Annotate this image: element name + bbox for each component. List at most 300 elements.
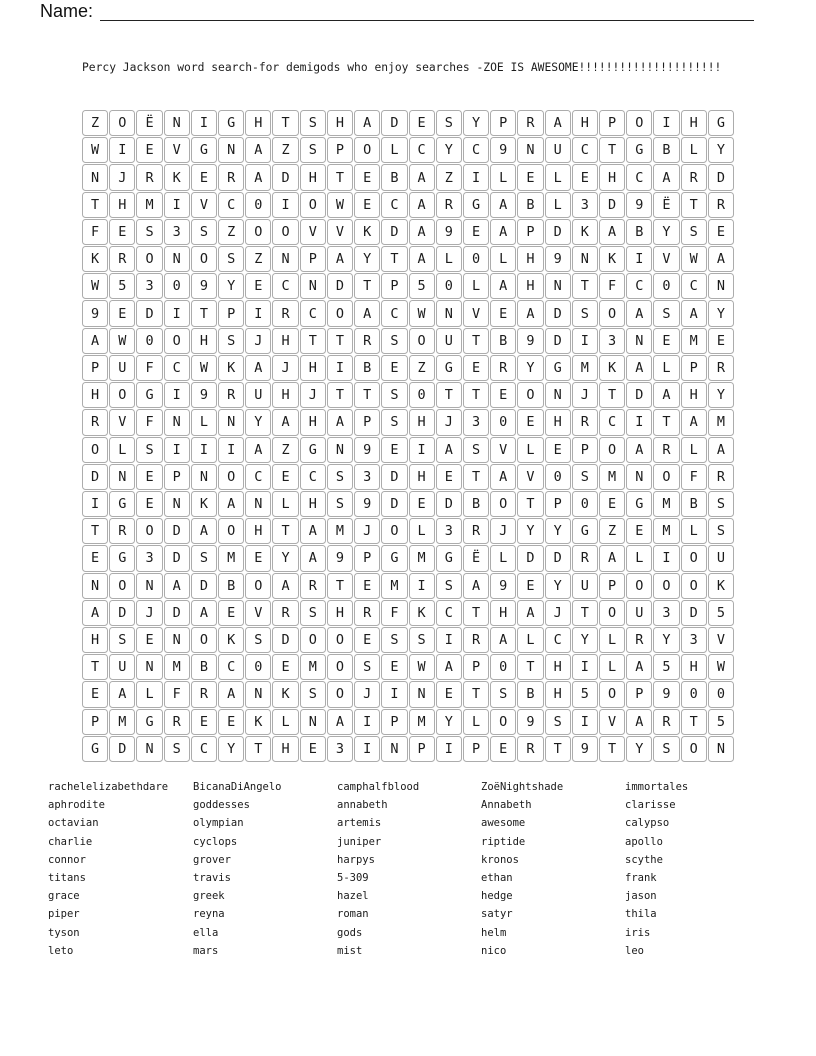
grid-cell: P	[82, 709, 108, 735]
grid-cell: H	[245, 518, 271, 544]
grid-cell: E	[272, 654, 298, 680]
grid-cell: C	[245, 464, 271, 490]
grid-cell: E	[136, 464, 162, 490]
word-list-item: charlie	[48, 835, 93, 848]
grid-cell: I	[354, 736, 380, 762]
grid-cell: F	[381, 600, 407, 626]
word-list-item: apollo	[625, 835, 663, 848]
word-list-item: leto	[48, 944, 74, 957]
grid-cell: U	[109, 355, 135, 381]
grid-cell: O	[218, 464, 244, 490]
grid-cell: T	[436, 382, 462, 408]
word-list-item: artemis	[337, 817, 382, 830]
grid-cell: O	[681, 545, 707, 571]
grid-cell: G	[109, 545, 135, 571]
grid-cell: P	[218, 300, 244, 326]
grid-cell: N	[136, 573, 162, 599]
grid-cell: J	[354, 681, 380, 707]
grid-cell: R	[354, 328, 380, 354]
grid-cell: C	[681, 273, 707, 299]
grid-cell: A	[681, 409, 707, 435]
name-row	[40, 1, 754, 21]
grid-cell: A	[245, 137, 271, 163]
grid-cell: L	[272, 491, 298, 517]
grid-cell: H	[599, 164, 625, 190]
word-list-item: harpys	[337, 853, 375, 866]
grid-cell: P	[572, 437, 598, 463]
word-list-item: ella	[193, 926, 219, 939]
grid-cell: O	[82, 437, 108, 463]
word-list-item: mist	[337, 944, 363, 957]
grid-cell: A	[708, 246, 734, 272]
grid-cell: A	[517, 300, 543, 326]
grid-cell: S	[490, 681, 516, 707]
grid-cell: 5	[409, 273, 435, 299]
grid-cell: W	[409, 300, 435, 326]
grid-cell: D	[517, 545, 543, 571]
grid-cell: S	[653, 300, 679, 326]
grid-cell: O	[517, 382, 543, 408]
grid-cell: J	[436, 409, 462, 435]
grid-cell: 0	[708, 681, 734, 707]
grid-cell: T	[599, 736, 625, 762]
grid-cell: L	[272, 709, 298, 735]
grid-cell: R	[191, 681, 217, 707]
grid-cell: S	[164, 736, 190, 762]
grid-cell: L	[490, 545, 516, 571]
grid-cell: H	[327, 600, 353, 626]
grid-cell: E	[572, 164, 598, 190]
word-list-item: annabeth	[337, 799, 388, 812]
grid-cell: H	[82, 382, 108, 408]
grid-cell: T	[681, 709, 707, 735]
grid-cell: N	[626, 328, 652, 354]
grid-cell: R	[708, 464, 734, 490]
grid-cell: V	[327, 219, 353, 245]
grid-cell: C	[272, 273, 298, 299]
word-list-item: riptide	[481, 835, 526, 848]
grid-cell: Y	[218, 273, 244, 299]
grid-cell: E	[490, 300, 516, 326]
grid-cell: 9	[191, 382, 217, 408]
word-list-item: connor	[48, 853, 86, 866]
grid-cell: H	[300, 164, 326, 190]
grid-cell: Y	[708, 300, 734, 326]
grid-cell: J	[490, 518, 516, 544]
grid-cell: J	[109, 164, 135, 190]
grid-cell: A	[354, 110, 380, 136]
grid-cell: L	[490, 164, 516, 190]
grid-cell: 3	[599, 328, 625, 354]
grid-cell: E	[463, 355, 489, 381]
grid-cell: V	[490, 437, 516, 463]
grid-cell: S	[218, 246, 244, 272]
grid-cell: M	[681, 328, 707, 354]
grid-cell: R	[436, 192, 462, 218]
grid-cell: T	[82, 654, 108, 680]
grid-cell: S	[381, 627, 407, 653]
grid-cell: V	[463, 300, 489, 326]
grid-cell: M	[327, 518, 353, 544]
grid-cell: P	[82, 355, 108, 381]
grid-cell: A	[653, 164, 679, 190]
grid-cell: A	[681, 300, 707, 326]
grid-cell: 0	[164, 273, 190, 299]
grid-cell: 0	[245, 192, 271, 218]
name-label: Name:	[40, 1, 94, 21]
grid-cell: B	[218, 573, 244, 599]
grid-cell: R	[354, 600, 380, 626]
grid-cell: G	[436, 545, 462, 571]
grid-cell: R	[681, 164, 707, 190]
grid-cell: O	[599, 600, 625, 626]
grid-cell: Y	[218, 736, 244, 762]
grid-cell: E	[381, 355, 407, 381]
grid-cell: 3	[354, 464, 380, 490]
grid-cell: E	[626, 518, 652, 544]
grid-cell: N	[708, 273, 734, 299]
grid-cell: E	[708, 219, 734, 245]
grid-cell: I	[653, 110, 679, 136]
grid-cell: S	[327, 464, 353, 490]
grid-cell: S	[463, 437, 489, 463]
grid-cell: C	[381, 300, 407, 326]
grid-cell: T	[327, 164, 353, 190]
grid-cell: E	[436, 464, 462, 490]
page-title: Percy Jackson word search-for demigods who enjoy searches -ZOE IS AWESOME!!!!!!!!!!!!!!!!!!!!!	[82, 61, 722, 74]
grid-cell: 9	[82, 300, 108, 326]
grid-cell: L	[545, 192, 571, 218]
grid-cell: T	[599, 137, 625, 163]
grid-cell: H	[109, 192, 135, 218]
grid-cell: I	[653, 545, 679, 571]
grid-cell: R	[463, 518, 489, 544]
word-list-item: thila	[625, 908, 657, 921]
word-list-item: gods	[337, 926, 363, 939]
grid-cell: T	[463, 328, 489, 354]
grid-cell: R	[572, 545, 598, 571]
grid-cell: Z	[218, 219, 244, 245]
grid-cell: V	[599, 709, 625, 735]
grid-cell: T	[191, 300, 217, 326]
grid-cell: L	[626, 545, 652, 571]
grid-cell: L	[136, 681, 162, 707]
grid-cell: Y	[272, 545, 298, 571]
grid-cell: N	[381, 736, 407, 762]
grid-cell: 3	[463, 409, 489, 435]
grid-cell: A	[409, 246, 435, 272]
grid-cell: I	[436, 736, 462, 762]
grid-cell: D	[545, 219, 571, 245]
grid-cell: 0	[653, 273, 679, 299]
grid-cell: E	[218, 600, 244, 626]
grid-cell: Ë	[463, 545, 489, 571]
grid-cell: L	[517, 437, 543, 463]
grid-cell: J	[300, 382, 326, 408]
grid-cell: A	[272, 409, 298, 435]
name-fill-line	[100, 4, 754, 21]
grid-cell: H	[545, 409, 571, 435]
grid-cell: 9	[653, 681, 679, 707]
grid-cell: O	[653, 464, 679, 490]
grid-cell: P	[490, 110, 516, 136]
grid-cell: O	[681, 573, 707, 599]
grid-cell: 9	[545, 246, 571, 272]
grid-cell: I	[572, 328, 598, 354]
grid-cell: K	[599, 355, 625, 381]
grid-cell: A	[626, 355, 652, 381]
grid-cell: B	[490, 328, 516, 354]
grid-cell: O	[136, 518, 162, 544]
word-list-column	[48, 778, 193, 960]
grid-cell: A	[436, 437, 462, 463]
grid-cell: 0	[545, 464, 571, 490]
grid-cell: Y	[517, 518, 543, 544]
grid-cell: A	[191, 600, 217, 626]
word-list-item: BicanaDiAngelo	[193, 781, 282, 793]
grid-cell: D	[109, 600, 135, 626]
grid-cell: U	[708, 545, 734, 571]
grid-cell: 0	[409, 382, 435, 408]
grid-cell: L	[545, 164, 571, 190]
grid-cell: M	[409, 709, 435, 735]
grid-cell: 9	[436, 219, 462, 245]
grid-cell: R	[82, 409, 108, 435]
word-search-grid	[82, 110, 734, 762]
grid-cell: W	[82, 137, 108, 163]
grid-cell: V	[517, 464, 543, 490]
grid-cell: N	[164, 627, 190, 653]
grid-cell: 9	[490, 137, 516, 163]
grid-cell: D	[381, 110, 407, 136]
grid-cell: E	[218, 709, 244, 735]
grid-cell: O	[599, 681, 625, 707]
grid-cell: U	[436, 328, 462, 354]
word-list-item: piper	[48, 908, 80, 921]
grid-cell: S	[681, 219, 707, 245]
grid-cell: H	[245, 110, 271, 136]
grid-cell: I	[381, 681, 407, 707]
grid-cell: D	[381, 464, 407, 490]
grid-cell: R	[653, 437, 679, 463]
grid-cell: M	[164, 654, 190, 680]
grid-cell: R	[164, 709, 190, 735]
grid-cell: 0	[572, 491, 598, 517]
grid-cell: O	[272, 219, 298, 245]
grid-cell: K	[245, 709, 271, 735]
grid-cell: 5	[109, 273, 135, 299]
grid-cell: A	[436, 654, 462, 680]
grid-cell: D	[626, 382, 652, 408]
grid-cell: O	[109, 382, 135, 408]
grid-cell: M	[136, 192, 162, 218]
grid-cell: H	[300, 409, 326, 435]
word-list-item: hedge	[481, 890, 513, 903]
grid-cell: T	[572, 600, 598, 626]
grid-cell: V	[245, 600, 271, 626]
grid-cell: 9	[517, 709, 543, 735]
grid-cell: D	[708, 164, 734, 190]
grid-cell: R	[490, 355, 516, 381]
grid-cell: S	[300, 110, 326, 136]
grid-cell: H	[300, 355, 326, 381]
grid-cell: C	[191, 736, 217, 762]
grid-cell: R	[626, 627, 652, 653]
grid-cell: Y	[653, 627, 679, 653]
grid-cell: O	[626, 573, 652, 599]
grid-cell: H	[272, 382, 298, 408]
grid-cell: R	[109, 518, 135, 544]
grid-cell: R	[272, 600, 298, 626]
grid-cell: T	[545, 736, 571, 762]
grid-cell: T	[327, 573, 353, 599]
grid-cell: 9	[517, 328, 543, 354]
word-list-item: juniper	[337, 835, 382, 848]
grid-cell: L	[681, 518, 707, 544]
grid-cell: M	[300, 654, 326, 680]
grid-cell: L	[191, 409, 217, 435]
grid-cell: A	[653, 382, 679, 408]
grid-cell: R	[463, 627, 489, 653]
grid-cell: 9	[626, 192, 652, 218]
grid-cell: S	[191, 545, 217, 571]
grid-cell: N	[218, 137, 244, 163]
grid-cell: P	[381, 273, 407, 299]
grid-cell: W	[409, 654, 435, 680]
grid-cell: Z	[272, 437, 298, 463]
grid-cell: A	[599, 219, 625, 245]
grid-cell: R	[517, 736, 543, 762]
grid-cell: H	[545, 654, 571, 680]
grid-cell: N	[409, 681, 435, 707]
word-list-item: rachelelizabethdare	[48, 781, 169, 793]
grid-cell: E	[409, 491, 435, 517]
word-list-item: aphrodite	[48, 799, 105, 812]
grid-cell: P	[354, 545, 380, 571]
grid-cell: F	[136, 409, 162, 435]
grid-cell: C	[463, 137, 489, 163]
grid-cell: M	[708, 409, 734, 435]
grid-cell: R	[218, 382, 244, 408]
grid-cell: E	[245, 545, 271, 571]
grid-cell: R	[653, 709, 679, 735]
grid-cell: J	[272, 355, 298, 381]
grid-cell: E	[463, 219, 489, 245]
grid-cell: V	[708, 627, 734, 653]
grid-cell: D	[436, 491, 462, 517]
grid-cell: E	[136, 627, 162, 653]
grid-cell: W	[109, 328, 135, 354]
grid-cell: O	[681, 736, 707, 762]
grid-cell: K	[354, 219, 380, 245]
grid-cell: A	[517, 600, 543, 626]
word-list-column	[481, 778, 625, 960]
grid-cell: S	[300, 600, 326, 626]
grid-cell: E	[708, 328, 734, 354]
grid-cell: P	[599, 573, 625, 599]
grid-cell: S	[708, 491, 734, 517]
grid-cell: Z	[245, 246, 271, 272]
grid-cell: W	[327, 192, 353, 218]
grid-cell: N	[708, 736, 734, 762]
grid-cell: Y	[517, 355, 543, 381]
grid-cell: K	[599, 246, 625, 272]
grid-cell: 9	[490, 573, 516, 599]
grid-cell: V	[300, 219, 326, 245]
grid-cell: L	[436, 246, 462, 272]
grid-cell: Y	[436, 709, 462, 735]
grid-cell: 5	[708, 709, 734, 735]
grid-cell: E	[191, 709, 217, 735]
grid-cell: W	[681, 246, 707, 272]
grid-cell: P	[463, 654, 489, 680]
word-list-item: reyna	[193, 908, 225, 921]
grid-cell: E	[517, 164, 543, 190]
grid-cell: G	[300, 437, 326, 463]
grid-cell: S	[300, 681, 326, 707]
grid-cell: Ë	[653, 192, 679, 218]
grid-cell: I	[409, 573, 435, 599]
grid-cell: D	[381, 219, 407, 245]
grid-cell: N	[109, 464, 135, 490]
grid-cell: E	[82, 545, 108, 571]
grid-cell: I	[245, 300, 271, 326]
grid-cell: G	[463, 192, 489, 218]
grid-cell: D	[327, 273, 353, 299]
grid-cell: I	[572, 654, 598, 680]
grid-cell: G	[545, 355, 571, 381]
grid-cell: H	[681, 382, 707, 408]
word-list-item: mars	[193, 944, 219, 957]
word-list-item: iris	[625, 926, 651, 939]
grid-cell: V	[191, 192, 217, 218]
grid-cell: N	[82, 164, 108, 190]
grid-cell: N	[82, 573, 108, 599]
grid-cell: O	[245, 219, 271, 245]
grid-cell: K	[191, 491, 217, 517]
grid-cell: O	[381, 518, 407, 544]
grid-cell: E	[354, 164, 380, 190]
grid-cell: T	[463, 600, 489, 626]
grid-cell: D	[109, 736, 135, 762]
grid-cell: T	[354, 382, 380, 408]
grid-cell: O	[109, 110, 135, 136]
grid-cell: S	[653, 736, 679, 762]
grid-cell: G	[109, 491, 135, 517]
grid-cell: A	[545, 110, 571, 136]
grid-cell: Y	[572, 627, 598, 653]
grid-cell: A	[490, 627, 516, 653]
word-list-item: grace	[48, 890, 80, 903]
word-list-item: roman	[337, 908, 369, 921]
word-list-column	[193, 778, 337, 960]
grid-cell: A	[708, 437, 734, 463]
grid-cell: H	[681, 654, 707, 680]
grid-cell: K	[409, 600, 435, 626]
grid-cell: R	[109, 246, 135, 272]
grid-cell: N	[300, 709, 326, 735]
grid-cell: A	[409, 192, 435, 218]
grid-cell: E	[354, 627, 380, 653]
grid-cell: B	[653, 137, 679, 163]
grid-cell: B	[626, 219, 652, 245]
grid-cell: H	[409, 409, 435, 435]
grid-cell: D	[272, 627, 298, 653]
grid-cell: M	[218, 545, 244, 571]
grid-cell: E	[136, 137, 162, 163]
grid-cell: I	[272, 192, 298, 218]
grid-cell: T	[463, 681, 489, 707]
